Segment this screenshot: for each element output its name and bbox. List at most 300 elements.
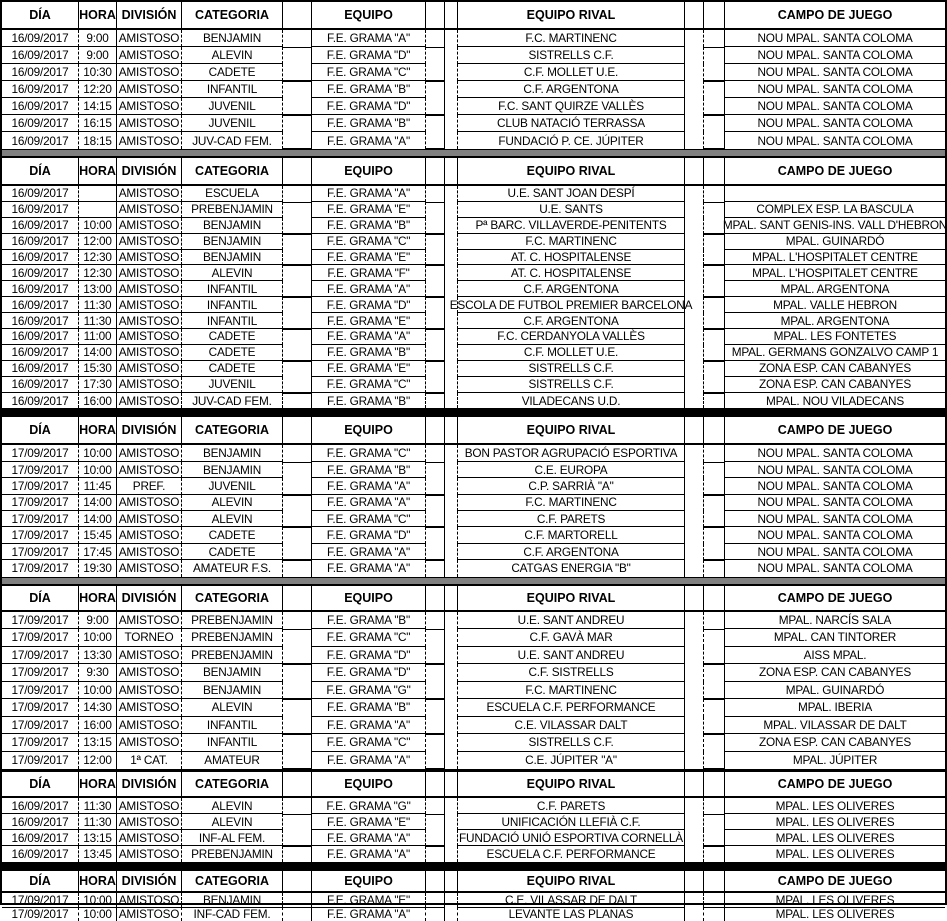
table-row <box>2 478 945 494</box>
cell-categoria: JUVENIL <box>182 377 283 393</box>
bracket-cell <box>704 846 725 862</box>
cell-campo: ZONA ESP. CAN CABANYES <box>725 664 945 682</box>
cell-division: AMISTOSO <box>117 218 182 234</box>
column-header-spacer <box>426 2 445 28</box>
column-header-spacer <box>685 158 704 184</box>
spacer-cell <box>685 511 704 527</box>
cell-categoria: BENJAMIN <box>182 445 283 461</box>
cell-division: AMISTOSO <box>117 445 182 461</box>
spacer-cell <box>445 64 458 81</box>
cell-division: AMISTOSO <box>117 30 182 47</box>
cell-hora: 11:30 <box>79 297 117 313</box>
cell-dia: 16/09/2017 <box>2 329 79 345</box>
cell-equipo: F.E. GRAMA "A" <box>312 281 426 297</box>
cell-dia: 17/09/2017 <box>2 495 79 511</box>
table-row <box>2 734 945 752</box>
cell-division: AMISTOSO <box>117 846 182 862</box>
cell-rival: VILADECANS U.D. <box>458 393 685 409</box>
spacer-cell <box>685 699 704 717</box>
spacer-cell <box>685 393 704 409</box>
cell-equipo: F.E. GRAMA "A" <box>312 830 426 846</box>
spacer-cell <box>685 265 704 281</box>
spacer-cell <box>685 495 704 511</box>
column-header-rival: EQUIPO RIVAL <box>458 2 685 28</box>
cell-hora: 10:30 <box>79 64 117 81</box>
cell-categoria: ALEVIN <box>182 47 283 64</box>
column-header-spacer <box>283 871 312 891</box>
table-row <box>2 234 945 250</box>
column-header-spacer <box>426 586 445 610</box>
spacer-cell <box>685 98 704 115</box>
bracket-cell <box>704 361 725 377</box>
cell-campo: NOU MPAL. SANTA COLOMA <box>725 64 945 81</box>
spacer-cell <box>685 664 704 682</box>
cell-dia: 17/09/2017 <box>2 699 79 717</box>
cell-campo: MPAL. IBERIA <box>725 699 945 717</box>
cell-division: AMISTOSO <box>117 647 182 665</box>
bracket-cell <box>704 629 725 647</box>
cell-dia: 17/09/2017 <box>2 478 79 494</box>
bracket-cell <box>704 445 725 461</box>
bracket-cell <box>426 377 445 393</box>
spacer-cell <box>685 445 704 461</box>
spacer-cell <box>685 752 704 770</box>
bracket-cell <box>283 478 312 494</box>
cell-equipo: F.E. GRAMA "C" <box>312 511 426 527</box>
bracket-cell <box>283 629 312 647</box>
bracket-cell <box>283 495 312 511</box>
cell-rival: SISTRELLS C.F. <box>458 361 685 377</box>
spacer-cell <box>685 64 704 81</box>
bracket-cell <box>426 47 445 64</box>
cell-equipo: F.E. GRAMA "A" <box>312 717 426 735</box>
cell-equipo: F.E. GRAMA "A" <box>312 560 426 576</box>
bracket-cell <box>704 830 725 846</box>
table-row <box>2 377 945 393</box>
spacer-cell <box>685 527 704 543</box>
bracket-cell <box>283 814 312 830</box>
table-row <box>2 361 945 377</box>
cell-categoria: ALEVIN <box>182 814 283 830</box>
cell-rival: AT. C. HOSPITALENSE <box>458 265 685 281</box>
cell-equipo: F.E. GRAMA "B" <box>312 115 426 132</box>
cell-division: AMISTOSO <box>117 527 182 543</box>
table-header-row <box>2 158 945 186</box>
bracket-cell <box>426 265 445 281</box>
spacer-cell <box>685 186 704 202</box>
column-header-spacer <box>283 2 312 28</box>
cell-dia: 16/09/2017 <box>2 281 79 297</box>
table-row <box>2 907 945 921</box>
bracket-cell <box>283 682 312 700</box>
cell-categoria: CADETE <box>182 64 283 81</box>
column-header-spacer <box>445 2 458 28</box>
spacer-cell <box>685 798 704 814</box>
column-header-division: DIVISIÓN <box>117 2 182 28</box>
spacer-cell <box>445 377 458 393</box>
table-row <box>2 218 945 234</box>
cell-campo: NOU MPAL. SANTA COLOMA <box>725 511 945 527</box>
table-row <box>2 47 945 64</box>
cell-equipo: F.E. GRAMA "D" <box>312 527 426 543</box>
cell-equipo: F.E. GRAMA "C" <box>312 234 426 250</box>
cell-division: AMISTOSO <box>117 186 182 202</box>
column-header-campo: CAMPO DE JUEGO <box>777 590 893 605</box>
cell-rival: C.F. GAVÀ MAR <box>458 629 685 647</box>
bracket-cell <box>283 202 312 218</box>
cell-categoria: INF-CAD FEM. <box>182 907 283 921</box>
bracket-cell <box>426 313 445 329</box>
bracket-cell <box>283 527 312 543</box>
table-row <box>2 752 945 770</box>
bracket-cell <box>283 462 312 478</box>
cell-rival: C.F. ARGENTONA <box>458 281 685 297</box>
bracket-cell <box>426 752 445 770</box>
cell-categoria: JUVENIL <box>182 478 283 494</box>
spacer-cell <box>445 511 458 527</box>
cell-equipo: F.E. GRAMA "A" <box>312 186 426 202</box>
cell-division: AMISTOSO <box>117 511 182 527</box>
schedule-section <box>2 869 945 920</box>
bracket-cell <box>704 612 725 630</box>
spacer-cell <box>685 81 704 98</box>
spacer-cell <box>445 132 458 149</box>
bracket-cell <box>426 647 445 665</box>
cell-equipo: F.E. GRAMA "C" <box>312 629 426 647</box>
spacer-cell <box>685 544 704 560</box>
bracket-cell <box>704 734 725 752</box>
cell-dia: 16/09/2017 <box>2 64 79 81</box>
table-row <box>2 462 945 478</box>
bracket-cell <box>704 699 725 717</box>
cell-rival: C.E. JÚPITER "A" <box>458 752 685 770</box>
cell-equipo: F.E. GRAMA "D" <box>312 47 426 64</box>
column-header-categoria: CATEGORIA <box>182 2 283 28</box>
spacer-cell <box>445 329 458 345</box>
cell-hora: 12:00 <box>79 234 117 250</box>
bracket-cell <box>704 47 725 64</box>
bracket-cell <box>704 202 725 218</box>
table-row <box>2 814 945 830</box>
cell-equipo: F.E. GRAMA "B" <box>312 462 426 478</box>
column-header-spacer <box>426 417 445 443</box>
table-row <box>2 699 945 717</box>
cell-equipo: F.E. GRAMA "B" <box>312 612 426 630</box>
table-row <box>2 511 945 527</box>
cell-equipo: F.E. GRAMA "G" <box>312 798 426 814</box>
cell-hora: 10:00 <box>79 893 117 908</box>
table-row <box>2 560 945 576</box>
spacer-cell <box>445 462 458 478</box>
column-header-equipo: EQUIPO <box>312 417 426 443</box>
cell-equipo: F.E. GRAMA "D" <box>312 647 426 665</box>
bracket-cell <box>283 81 312 98</box>
bracket-cell <box>283 699 312 717</box>
bracket-cell <box>704 64 725 81</box>
bracket-cell <box>426 544 445 560</box>
cell-division: AMISTOSO <box>117 893 182 908</box>
column-header-spacer <box>426 158 445 184</box>
cell-categoria: CADETE <box>182 361 283 377</box>
spacer-cell <box>685 115 704 132</box>
cell-rival: C.F. ARGENTONA <box>458 544 685 560</box>
cell-division: AMISTOSO <box>117 682 182 700</box>
cell-categoria: BENJAMIN <box>182 30 283 47</box>
cell-dia: 16/09/2017 <box>2 393 79 409</box>
cell-rival: F.C. MARTINENC <box>458 495 685 511</box>
cell-categoria: BENJAMIN <box>182 234 283 250</box>
spacer-cell <box>685 717 704 735</box>
cell-categoria: JUV-CAD FEM. <box>182 132 283 149</box>
bracket-cell <box>283 313 312 329</box>
bracket-cell <box>283 560 312 576</box>
column-header-dia: DÍA <box>2 2 79 28</box>
column-header-dia: DÍA <box>2 158 79 184</box>
cell-hora: 12:30 <box>79 250 117 266</box>
cell-dia: 17/09/2017 <box>2 717 79 735</box>
bracket-cell <box>426 98 445 115</box>
column-header-spacer <box>685 772 704 796</box>
cell-categoria: ALEVIN <box>182 495 283 511</box>
cell-division: AMISTOSO <box>117 98 182 115</box>
table-row <box>2 717 945 735</box>
cell-division: AMISTOSO <box>117 47 182 64</box>
spacer-cell <box>445 495 458 511</box>
spacer-cell <box>685 462 704 478</box>
cell-hora: 12:00 <box>79 752 117 770</box>
spacer-cell <box>685 202 704 218</box>
bracket-cell <box>426 682 445 700</box>
cell-hora: 10:00 <box>79 629 117 647</box>
cell-categoria: CADETE <box>182 544 283 560</box>
cell-rival: C.E. VILASSAR DALT <box>458 717 685 735</box>
cell-hora: 9:00 <box>79 30 117 47</box>
cell-hora: 11:45 <box>79 478 117 494</box>
bracket-cell <box>426 186 445 202</box>
column-header-categoria: CATEGORIA <box>182 586 283 610</box>
spacer-cell <box>685 132 704 149</box>
cell-dia: 17/09/2017 <box>2 682 79 700</box>
cell-dia: 16/09/2017 <box>2 798 79 814</box>
column-header-spacer <box>445 586 458 610</box>
cell-hora: 17:30 <box>79 377 117 393</box>
spacer-cell <box>685 612 704 630</box>
column-header-spacer <box>704 871 725 891</box>
spacer-cell <box>445 664 458 682</box>
cell-hora: 15:45 <box>79 527 117 543</box>
cell-campo: ZONA ESP. CAN CABANYES <box>725 361 945 377</box>
cell-division: AMISTOSO <box>117 462 182 478</box>
cell-categoria: BENJAMIN <box>182 218 283 234</box>
cell-dia: 16/09/2017 <box>2 846 79 862</box>
spacer-cell <box>445 798 458 814</box>
column-header-division: DIVISIÓN <box>117 772 182 796</box>
cell-equipo: F.E. GRAMA "D" <box>312 98 426 115</box>
cell-rival: F.C. MARTINENC <box>458 30 685 47</box>
bracket-cell <box>283 393 312 409</box>
column-header-hora: HORA <box>79 772 117 796</box>
column-header-spacer <box>704 2 725 28</box>
cell-categoria: INFANTIL <box>182 281 283 297</box>
cell-categoria: INF-AL FEM. <box>182 830 283 846</box>
cell-division: AMISTOSO <box>117 64 182 81</box>
column-header-spacer <box>283 772 312 796</box>
bracket-cell <box>704 313 725 329</box>
column-header-spacer <box>445 158 458 184</box>
cell-division: AMISTOSO <box>117 81 182 98</box>
spacer-cell <box>445 734 458 752</box>
cell-rival: C.F. MOLLET U.E. <box>458 345 685 361</box>
bracket-cell <box>704 329 725 345</box>
bracket-cell <box>283 734 312 752</box>
section-separator-gray <box>2 577 945 584</box>
table-row <box>2 186 945 202</box>
cell-dia: 16/09/2017 <box>2 830 79 846</box>
bracket-cell <box>283 511 312 527</box>
bracket-cell <box>283 30 312 47</box>
column-header-equipo: EQUIPO <box>312 772 426 796</box>
table-header-row <box>2 586 945 612</box>
cell-hora: 16:00 <box>79 393 117 409</box>
cell-dia: 17/09/2017 <box>2 544 79 560</box>
table-row <box>2 647 945 665</box>
table-row <box>2 544 945 560</box>
cell-categoria: BENJAMIN <box>182 682 283 700</box>
cell-dia: 16/09/2017 <box>2 377 79 393</box>
column-header-spacer <box>704 158 725 184</box>
column-header-spacer <box>445 772 458 796</box>
bracket-cell <box>283 798 312 814</box>
cell-equipo: F.E. GRAMA "A" <box>312 907 426 921</box>
bracket-cell <box>704 664 725 682</box>
cell-campo: MPAL. GERMANS GONZALVO CAMP 1 <box>725 345 945 361</box>
spacer-cell <box>445 115 458 132</box>
column-header-dia: DÍA <box>2 772 79 796</box>
cell-hora: 9:30 <box>79 664 117 682</box>
spacer-cell <box>445 752 458 770</box>
bracket-cell <box>426 64 445 81</box>
cell-campo: NOU MPAL. SANTA COLOMA <box>725 81 945 98</box>
cell-campo: MPAL. NOU VILADECANS <box>765 393 905 408</box>
bracket-cell <box>283 830 312 846</box>
cell-division: AMISTOSO <box>117 377 182 393</box>
cell-equipo: F.E. GRAMA "C" <box>312 377 426 393</box>
bracket-cell <box>426 132 445 149</box>
bracket-cell <box>283 717 312 735</box>
bracket-cell <box>704 544 725 560</box>
bracket-cell <box>704 798 725 814</box>
column-header-spacer <box>445 417 458 443</box>
cell-rival: F.C. MARTINENC <box>458 234 685 250</box>
bracket-cell <box>704 647 725 665</box>
column-header-rival: EQUIPO RIVAL <box>458 871 685 891</box>
schedule-section <box>2 415 945 576</box>
cell-categoria: ESCUELA <box>182 186 283 202</box>
cell-dia: 16/09/2017 <box>2 30 79 47</box>
cell-hora: 13:00 <box>79 281 117 297</box>
spacer-cell <box>445 30 458 47</box>
cell-rival: F.C. CERDANYOLA VALLÈS <box>458 329 685 345</box>
table-row <box>2 612 945 630</box>
cell-categoria: ALEVIN <box>182 265 283 281</box>
cell-campo: MPAL. LES OLIVERES <box>725 814 945 830</box>
cell-campo: NOU MPAL. SANTA COLOMA <box>725 544 945 560</box>
cell-division: AMISTOSO <box>117 297 182 313</box>
bracket-cell <box>426 393 445 409</box>
bracket-cell <box>283 846 312 862</box>
column-header-spacer <box>704 417 725 443</box>
cell-equipo: F.E. GRAMA "A" <box>312 846 426 862</box>
bracket-cell <box>283 329 312 345</box>
cell-division: AMISTOSO <box>117 814 182 830</box>
cell-hora: 19:30 <box>79 560 117 576</box>
spacer-cell <box>685 361 704 377</box>
cell-division: 1ª CAT. <box>117 752 182 770</box>
cell-categoria: BENJAMIN <box>182 250 283 266</box>
cell-categoria: INFANTIL <box>182 313 283 329</box>
bracket-cell <box>704 511 725 527</box>
cell-equipo: F.E. GRAMA "D" <box>312 297 426 313</box>
column-header-categoria: CATEGORIA <box>182 772 283 796</box>
cell-hora: 13:45 <box>79 846 117 862</box>
cell-categoria: PREBENJAMIN <box>182 202 283 218</box>
cell-campo: MPAL. LES OLIVERES <box>725 893 945 908</box>
bracket-cell <box>283 664 312 682</box>
cell-rival: CATGAS ENERGIA "B" <box>458 560 685 576</box>
column-header-dia: DÍA <box>2 417 79 443</box>
cell-hora: 12:30 <box>79 265 117 281</box>
cell-division: AMISTOSO <box>117 734 182 752</box>
cell-categoria: JUVENIL <box>182 115 283 132</box>
cell-hora <box>79 202 117 218</box>
cell-campo: COMPLEX ESP. LA BASCULA <box>725 202 945 218</box>
cell-campo: MPAL. GUINARDÓ <box>725 234 945 250</box>
spacer-cell <box>445 682 458 700</box>
cell-dia: 16/09/2017 <box>2 186 79 202</box>
bracket-cell <box>426 345 445 361</box>
cell-dia: 17/09/2017 <box>2 893 79 908</box>
cell-campo: NOU MPAL. SANTA COLOMA <box>725 98 945 115</box>
spacer-cell <box>445 717 458 735</box>
cell-equipo: F.E. GRAMA "A" <box>312 544 426 560</box>
cell-division: AMISTOSO <box>117 265 182 281</box>
bracket-cell <box>283 250 312 266</box>
bracket-cell <box>426 115 445 132</box>
bracket-cell <box>704 218 725 234</box>
cell-dia: 17/09/2017 <box>2 527 79 543</box>
cell-dia: 17/09/2017 <box>2 629 79 647</box>
cell-rival: C.F. MARTORELL <box>458 527 685 543</box>
cell-division: TORNEO <box>117 629 182 647</box>
cell-division: AMISTOSO <box>117 544 182 560</box>
cell-hora: 14:00 <box>79 495 117 511</box>
column-header-hora: HORA <box>79 871 117 891</box>
cell-division: AMISTOSO <box>117 612 182 630</box>
cell-campo: NOU MPAL. SANTA COLOMA <box>757 133 913 148</box>
table-row <box>2 250 945 266</box>
cell-campo: MPAL. LES OLIVERES <box>725 830 945 846</box>
spacer-cell <box>685 560 704 576</box>
cell-dia: 16/09/2017 <box>2 265 79 281</box>
cell-categoria: CADETE <box>182 345 283 361</box>
cell-equipo: F.E. GRAMA "E" <box>312 893 426 908</box>
cell-division: AMISTOSO <box>117 495 182 511</box>
cell-categoria: PREBENJAMIN <box>182 846 283 862</box>
cell-categoria: AMATEUR <box>182 752 283 770</box>
bracket-cell <box>704 297 725 313</box>
cell-campo: MPAL. CAN TINTORER <box>725 629 945 647</box>
bracket-cell <box>283 297 312 313</box>
